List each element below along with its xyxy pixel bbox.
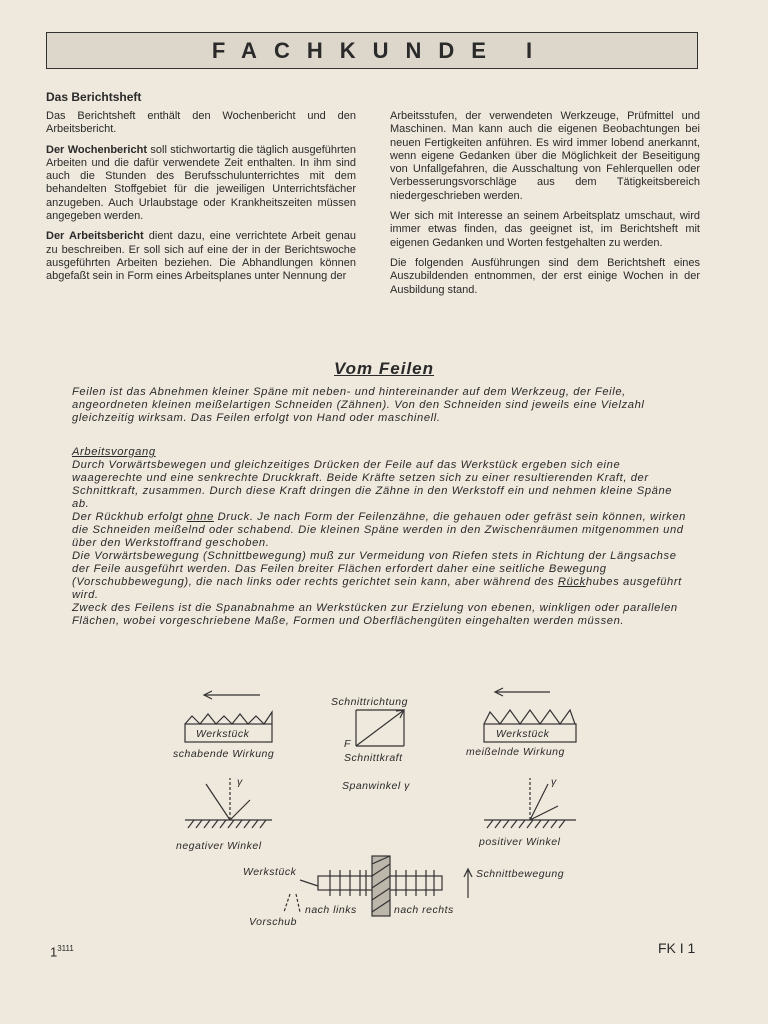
label-workpiece-1: Werkstück bbox=[196, 728, 250, 740]
page-code-sup: 3111 bbox=[57, 944, 74, 953]
label-cutting-force: Schnittkraft bbox=[344, 752, 403, 764]
label-gamma-negative: γ bbox=[237, 776, 243, 788]
file-teeth-scraping bbox=[185, 712, 272, 724]
paragraph-interesse: Wer sich mit Interesse an seinem Arbeitsplatz umschaut, wird immer etwas finden, das geeignet ist, im Berichtsheft mit eigenen Gedanken und Worten festgehalten zu werden. bbox=[390, 210, 700, 249]
label-cut-direction: Schnittrichtung bbox=[331, 696, 408, 708]
pointer-line bbox=[300, 880, 318, 886]
arrowhead bbox=[396, 710, 404, 718]
label-to-left: nach links bbox=[305, 904, 357, 916]
page-code bbox=[50, 944, 74, 959]
text-arbeitsbericht: dient dazu, eine verrichtete Arbeit genau zu beschreiben. Er soll sich auf eine der in der Berichtswoche ausgeführten Arbeiten beziehen. Die Abhandlungen können abgefaßt sein in Form eines Arbeitsplanes unter Nennung der bbox=[46, 230, 357, 283]
page-code-main: 1 bbox=[50, 944, 58, 960]
body-paragraph-3 bbox=[72, 550, 692, 602]
right-column bbox=[390, 110, 700, 304]
text-segment: Druck. Je nach Form der Feilenzähne, die gehauen oder gefräst sein können, wirken die Schneiden meißelnd oder schabend. Die kleinen Späne werden in den Zwischenräumen mitgenommen und über den Werkstoffrand geschoben. bbox=[72, 511, 686, 549]
body-paragraph-4: Zweck des Feilens ist die Spanabnahme an Werkstücken zur Erzielung von ebenen, winkligen oder parallelen Flächen, wobei vorgeschriebene Maße, Formen und Oberflächengüten eingehalten werden müssen. bbox=[72, 602, 678, 627]
paragraph-arbeitsstufen: Arbeitsstufen, der verwendeten Werkzeuge, Prüfmittel und Maschinen. Man kann auch die eigenen Beobachtungen bei neuen Fertigkeiten anführen. Es wird immer lobend anerkannt, wenn eigene Gedanken über die Möglichkeit der Beseitigung von Unfallgefahren, die Ausschaltung von Fehlerquellen oder Verbesserungsvorschläge aus dem Tätigkeitsbereich niedergeschrieben werden. bbox=[390, 110, 700, 202]
left-column bbox=[46, 110, 356, 291]
page-number: FK I 1 bbox=[658, 940, 696, 956]
text-wochenbericht: soll stichwortartig die täglich ausgeführten Arbeiten und die dafür verwendete Zeit enthalten. In ihm sind auch die Stunden des Berufsschulunterrichtes mit dem behandelten Stoffgebiet für die jeweiligen Unterrichtsfächer anzugeben. Auch Urlaubstage oder Krankheitszeiten müssen angegeben werden. bbox=[46, 143, 356, 223]
label-positive-angle: positiver Winkel bbox=[479, 836, 561, 848]
title-bar bbox=[46, 32, 698, 69]
section-heading: Das Berichtsheft bbox=[46, 90, 142, 104]
intro-text: Feilen ist das Abnehmen kleiner Späne mit neben- und hintereinander auf dem Werkzeug, der Feile, angeordneten kleinen meißelartigen Schneiden (Zähnen). Von den Schneiden sind jeweils eine Vielzahl gleichzeitig wirksam. Das Feilen erfolgt von Hand oder maschinell. bbox=[72, 386, 645, 424]
label-rake-angle: Spanwinkel γ bbox=[342, 780, 410, 792]
label-workpiece-3: Werkstück bbox=[243, 866, 297, 878]
file-teeth-chiseling bbox=[484, 710, 575, 724]
underlined-word: Rück bbox=[557, 576, 586, 588]
subheading-arbeitsvorgang: Arbeitsvorgang bbox=[72, 446, 156, 458]
article-title: Vom Feilen bbox=[333, 359, 435, 378]
resultant-force bbox=[356, 710, 404, 746]
label-negative-angle: negativer Winkel bbox=[176, 840, 262, 852]
filing-diagram bbox=[0, 680, 768, 940]
underlined-word: ohne bbox=[186, 511, 214, 523]
hatching bbox=[188, 820, 266, 828]
diagram-drawing bbox=[0, 680, 768, 940]
label-gamma-positive: γ bbox=[551, 776, 557, 788]
label-workpiece-2: Werkstück bbox=[496, 728, 550, 740]
tooth-face-positive bbox=[530, 784, 548, 820]
feed-line bbox=[284, 894, 290, 912]
label-feed: Vorschub bbox=[249, 916, 297, 928]
tooth-back-negative bbox=[230, 800, 250, 820]
page-title: FACHKUNDE I bbox=[211, 37, 550, 63]
term-wochenbericht: Der Wochenbericht bbox=[46, 143, 147, 156]
paragraph-wochenbericht bbox=[46, 144, 356, 224]
body-paragraph-1: Durch Vorwärtsbewegen und gleichzeitiges Drücken der Feile auf das Werkstück ergeben sich eine waagerechte und eine senkrechte Druckkraft. Beide Kräfte setzen sich zu einer resultierenden Kraft, der Schnittkraft, zusammen. Durch diese Kraft dringen die Zähne in den Werkstoff ein und nehmen kleine Späne ab. bbox=[72, 459, 673, 510]
text-segment: hubes ausgeführt wird. bbox=[72, 576, 682, 601]
label-force-f: F bbox=[344, 738, 351, 750]
article-intro bbox=[72, 386, 692, 425]
paragraph-intro: Das Berichtsheft enthält den Wochenbericht und den Arbeitsbericht. bbox=[46, 110, 356, 136]
text-segment: Der Rückhub erfolgt bbox=[72, 511, 187, 523]
feed-line bbox=[296, 894, 300, 912]
label-scraping: schabende Wirkung bbox=[173, 748, 275, 760]
hatching bbox=[487, 820, 565, 828]
tooth-face-negative bbox=[206, 784, 230, 820]
tooth-back-positive bbox=[530, 806, 558, 820]
paragraph-arbeitsbericht bbox=[46, 230, 356, 283]
label-cutting-motion: Schnittbewegung bbox=[476, 868, 565, 880]
term-arbeitsbericht: Der Arbeitsbericht bbox=[46, 230, 144, 243]
label-to-right: nach rechts bbox=[394, 904, 454, 916]
body-paragraph-2 bbox=[72, 511, 692, 550]
label-chiseling: meißelnde Wirkung bbox=[466, 746, 565, 758]
article-body bbox=[72, 446, 692, 628]
paragraph-ausfuehrungen: Die folgenden Ausführungen sind dem Berichtsheft eines Auszubildenden entnommen, der erst einige Wochen in der Ausbildung stand. bbox=[390, 256, 700, 296]
text-segment: Die Vorwärtsbewegung (Schnittbewegung) muß zur Vermeidung von Riefen stets in Richtung der Längsachse der Feile ausgeführt werden. Das Feilen breiter Flächen erfordert daher eine seitliche Bewegung (Vorschubbewegung), die nach links oder rechts gerichtet sein kann, aber während des bbox=[72, 550, 677, 588]
